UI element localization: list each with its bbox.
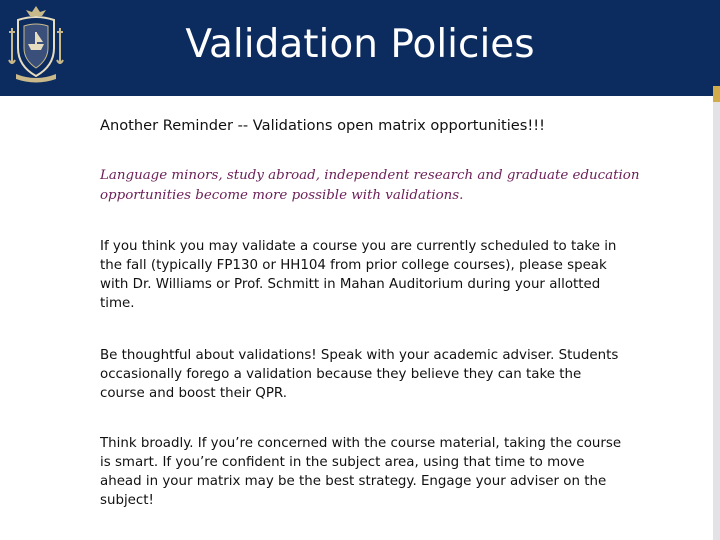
paragraph-think-broadly: Think broadly. If you’re concerned with the course material, taking the course is smart. If you’re confident in the subject area, using that time to move ahead in your matrix may be the best strategy. Engage your adviser on the subject!: [100, 436, 622, 508]
slide-header: [0, 0, 720, 96]
paragraph-be-thoughtful: Be thoughtful about validations! Speak with your academic adviser. Students occasionally forego a validation because they believe they can take the course and boost their QPR.: [100, 348, 619, 401]
paragraph-validate-course: If you think you may validate a course you are currently scheduled to take in the fall (typically FP130 or HH104 from prior college courses), please speak with Dr. Williams or Prof. Schmitt in Mahan Auditorium during your allotted time.: [100, 239, 617, 311]
opportunities-note: Language minors, study abroad, independent research and graduate education opportunities become more possible with validations.: [100, 168, 640, 203]
slide-edge: [713, 102, 720, 540]
accent-bar: [713, 86, 720, 102]
reminder-heading: Another Reminder -- Validations open matrix opportunities!!!: [100, 117, 545, 134]
page-title: Validation Policies: [185, 22, 535, 67]
